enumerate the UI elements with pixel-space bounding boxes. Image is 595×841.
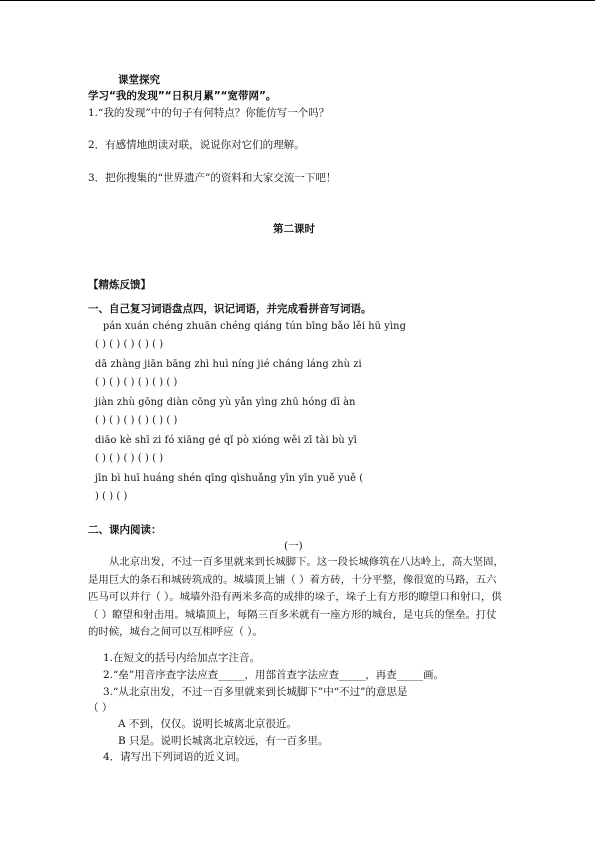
option-b: B 只是。说明长城离北京较远，有一百多里。 xyxy=(118,735,329,747)
reading-passage: 从北京出发，不过一百多里就来到长城脚下。这一段长城修筑在八达岭上，高大坚固，是用巨大的条石和城砖筑成的。城墙顶上铺（ ）着方砖，十分平整，像很宽的马路，五六匹马可以并行（ ）。城墙外沿有两米多高的成排的垛子，垛子上有方形的瞭望口和射口，供（ ）瞭望和射击用。城墙顶上，每隔三百多米就有一座方形的城台，是屯兵的堡垒。打仗的时候，城台之间可以互相呼应（ ）。 xyxy=(88,556,504,638)
answer-blank-row: ( ) ( ) ( ) ( ) ( ) ( ) xyxy=(95,415,178,426)
pinyin-row: jīn bì huī huáng shén qīng qìshuǎng yīn yīn yuě yuě ( xyxy=(95,473,364,484)
reading-question-3: 3.“从北京出发，不过一百多里就来到长城脚下”中“不过”的意思是 xyxy=(103,686,408,698)
question-1: 1.“我的发现”中的句子有何特点？你能仿写一个吗？ xyxy=(88,107,330,119)
pinyin-row: diāo kè shī zi fó xiāng gé qǐ pò xióng wěi zī tài bù yī xyxy=(95,435,357,446)
option-a: A 不到，仅仅。说明长城离北京很近。 xyxy=(118,718,297,730)
pinyin-row: jiàn zhù gōng diàn cōng yù yǎn yìng zhū hóng dī àn xyxy=(95,397,356,408)
section-title: 课堂探究 xyxy=(118,74,160,86)
reading-question-2: 2.“垒”用音序查字法应查_____，用部首查字法应查_____，再查_____画。 xyxy=(103,669,445,681)
top-rule xyxy=(0,0,595,1)
reading-question-4: 4．请写出下列词语的近义词。 xyxy=(103,751,247,763)
answer-blank-row: ( ) ( ) ( ) ( ) ( ) xyxy=(95,339,164,350)
section-subtitle: 学习“我的发现”“日积月累”“宽带网”。 xyxy=(88,90,277,102)
part2-heading: 二、课内阅读： xyxy=(88,524,162,536)
lesson-title: 第二课时 xyxy=(273,223,315,235)
answer-blank-row: ( ) ( ) ( ) ( ) ( ) xyxy=(95,453,164,464)
feedback-heading: 【精炼反馈】 xyxy=(88,279,151,291)
reading-question-1: 1.在短文的括号内给加点字注音。 xyxy=(103,652,261,664)
pinyin-row: dā zhàng jiān bāng zhì huì níng jié cháng láng zhù zi xyxy=(95,359,362,370)
answer-blank-row: ) ( ) ( ) xyxy=(95,491,128,502)
question-2: 2．有感情地朗读对联，说说你对它们的理解。 xyxy=(88,139,305,151)
question-3: 3．把你搜集的“世界遗产”的资料和大家交流一下吧！ xyxy=(88,172,337,184)
pinyin-row: pán xuán chéng zhuān chéng qiáng tún bīng bǎo lěi hū yìng xyxy=(103,321,406,332)
passage-number: (一) xyxy=(284,540,303,552)
answer-paren: （ ） xyxy=(88,702,113,714)
part1-heading: 一、自己复习词语盘点四，识记词语，并完成看拼音写词语。 xyxy=(88,303,372,315)
answer-blank-row: ( ) ( ) ( ) ( ) ( ) ( ) xyxy=(95,377,178,388)
